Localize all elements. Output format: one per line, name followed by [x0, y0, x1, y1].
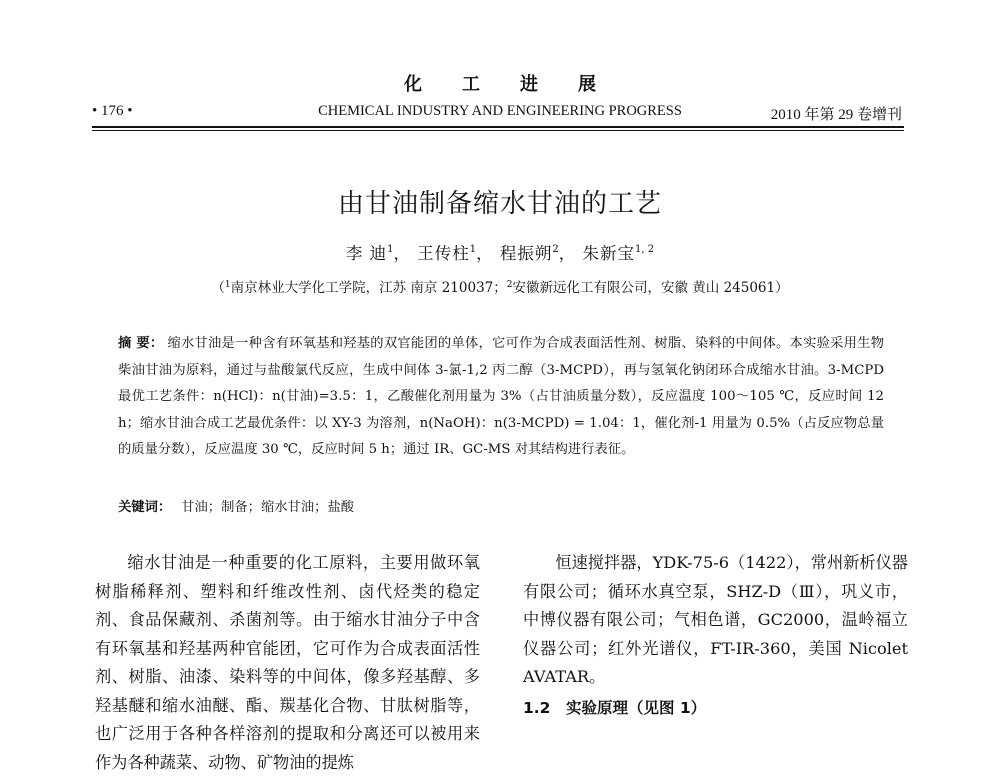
- header-rule-thin: [92, 130, 904, 131]
- affiliation-mark-2: 2: [506, 280, 513, 290]
- affiliation-open: （: [211, 280, 225, 296]
- journal-title: 化工进展: [404, 74, 636, 95]
- body-column-right: [523, 549, 908, 722]
- affiliation-1: 南京林业大学化工学院，江苏 南京 210037；: [230, 280, 507, 296]
- section-heading: 1.2 实验原理（见图 1）: [523, 698, 707, 717]
- keywords-text: 甘油；制备；缩水甘油；盐酸: [181, 500, 355, 515]
- paper-title: 由甘油制备缩水甘油的工艺: [337, 189, 662, 219]
- body-column-left: [95, 549, 480, 777]
- author: 王传柱: [417, 244, 470, 263]
- affiliation-mark-1: 1: [224, 280, 231, 290]
- affiliation-2: 安徽新远化工有限公司，安徽 黄山 245061）: [512, 280, 789, 296]
- author: 李 迪: [345, 244, 388, 263]
- affiliation: [0, 276, 1000, 296]
- keywords: [118, 495, 884, 521]
- abstract: [118, 331, 884, 464]
- header-rule: [92, 126, 904, 128]
- journal-title-english: CHEMICAL INDUSTRY AND ENGINEERING PROGRESS: [318, 103, 682, 119]
- author-affiliation-mark: 1: [387, 244, 394, 255]
- issue-info: 2010 年第 29 卷增刊: [770, 107, 902, 123]
- author: 程振朔: [499, 244, 553, 263]
- author-list: 李 迪$^1$， 王传柱$^1$， 程振朔$^2$， 朱新宝$^{1, 2}$: [345, 244, 655, 263]
- author-affiliation-mark: 2: [552, 244, 559, 255]
- body-paragraph: 缩水甘油是一种重要的化工原料，主要用做环氧树脂稀释剂、塑料和纤维改性剂、卤代烃类的稳定剂、食品保藏剂、杀菌剂等。由于缩水甘油分子中含有环氧基和羟基两种官能团，它可作为合成表面活性剂、树脂、油漆、染料等的中间体，像多羟基醇、多羟基醚和缩水油醚、酯、羰基化合物、甘肽树脂等，也广泛用于各种各样溶剂的提取和分离还可以被用来作为各种蔬菜、动物、矿物油的提炼: [95, 553, 480, 772]
- abstract-label: 摘 要：: [118, 336, 164, 351]
- author: 朱新宝: [582, 244, 636, 263]
- keywords-label: 关键词：: [118, 500, 172, 515]
- page-number: • 176 •: [92, 103, 133, 119]
- body-paragraph: 恒速搅拌器，YDK-75-6（1422），常州新析仪器有限公司；循环水真空泵，SHZ-D（Ⅲ），巩义市，中博仪器有限公司；气相色谱，GC2000，温岭福立仪器公司；红外光谱仪，FT-IR-360，美国 Nicolet AVATAR。: [523, 553, 908, 686]
- abstract-text: 缩水甘油是一种含有环氧基和羟基的双官能团的单体，它可作为合成表面活性剂、树脂、染料的中间体。本实验采用生物柴油甘油为原料，通过与盐酸氯代反应，生成中间体 3-氯-1,2 丙二醇（3-MCPD），再与氢氧化钠闭环合成缩水甘油。3-MCPD 最优工艺条件：n(HCl)：n(甘油)=3.5：1，乙酸催化剂用量为 3%（占甘油质量分数），反应温度 100～105 ℃，反应时间 12 h；缩水甘油合成工艺最优条件：以 XY-3 为溶剂，n(NaOH)：n(3-MCPD) = 1.04：1，催化剂-1 用量为 0.5%（占反应物总量的质量分数），反应温度 30 ℃，反应时间 5 h；通过 IR、GC-MS 对其结构进行表征。: [118, 336, 884, 457]
- author-affiliation-mark: 1, 2: [635, 244, 655, 255]
- author-affiliation-mark: 1: [469, 244, 477, 255]
